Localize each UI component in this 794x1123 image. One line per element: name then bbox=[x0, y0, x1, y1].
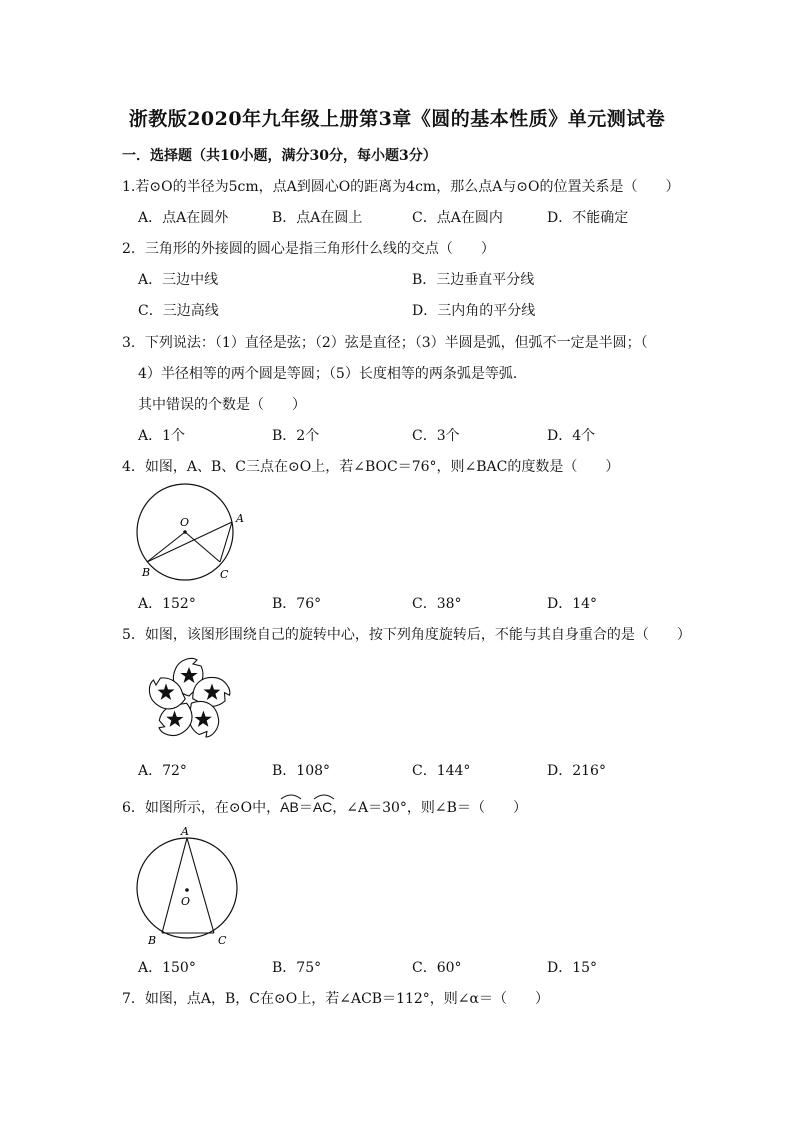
q6-label-a: A bbox=[181, 825, 189, 838]
q6-stem-pre: 6．如图所示，在⊙O中， bbox=[122, 800, 281, 816]
q4-segment-ab bbox=[147, 522, 232, 562]
question-6-figure bbox=[130, 822, 245, 948]
question-7-stem: 7．如图，点A，B，C在⊙O上，若∠ACB＝112°，则∠α＝（ ） bbox=[122, 991, 549, 1007]
question-5-option-c[interactable]: C．144° bbox=[412, 763, 471, 779]
question-3-stem-line-1: 3．下列说法：（1）直径是弦；（2）弦是直径；（3）半圆是弧，但弧不一定是半圆；（ bbox=[122, 335, 648, 351]
q6-segment-ab bbox=[162, 838, 187, 933]
question-3-stem-line-3: 其中错误的个数是（ ） bbox=[138, 397, 306, 413]
q4-segment-oc bbox=[185, 532, 220, 562]
question-6-option-a[interactable]: A．150° bbox=[138, 960, 196, 976]
q4-label-a: A bbox=[236, 512, 244, 525]
question-2-option-b[interactable]: B．三边垂直平分线 bbox=[412, 272, 535, 288]
question-4-option-b[interactable]: B．76° bbox=[272, 596, 322, 612]
q6-label-b: B bbox=[148, 934, 157, 947]
question-3-stem-line-2: 4）半径相等的两个圆是等圆；（5）长度相等的两条弧是等弧． bbox=[138, 366, 527, 382]
question-2-option-d[interactable]: D．三内角的平分线 bbox=[412, 303, 536, 319]
q4-label-b: B bbox=[142, 566, 151, 579]
q6-stem-post: ，∠A＝30°，则∠B＝（ ） bbox=[332, 800, 527, 816]
question-5-option-a[interactable]: A．72° bbox=[138, 763, 187, 779]
q4-label-o: O bbox=[180, 516, 190, 529]
q4-center-dot bbox=[183, 530, 187, 534]
q6-arc-ac-label: AC bbox=[312, 799, 333, 815]
q6-arc-ac bbox=[313, 796, 332, 815]
question-3-option-d[interactable]: D．4个 bbox=[547, 428, 596, 444]
question-1-stem: 1.若⊙O的半径为5cm，点A到圆心O的距离为4cm，那么点A与⊙O的位置关系是（ ） bbox=[122, 179, 680, 195]
question-2-option-c[interactable]: C．三边高线 bbox=[138, 303, 219, 319]
question-4-option-a[interactable]: A．152° bbox=[138, 596, 196, 612]
q6-arc-ab-label: AB bbox=[280, 799, 299, 815]
q6-circle bbox=[137, 838, 237, 938]
question-1-option-d[interactable]: D．不能确定 bbox=[547, 210, 629, 226]
page-title: 浙教版2020年九年级上册第3章《圆的基本性质》单元测试卷 bbox=[128, 108, 666, 130]
question-6-stem bbox=[122, 796, 527, 817]
question-5-pinwheel-figure bbox=[134, 650, 244, 750]
question-3-option-b[interactable]: B．2个 bbox=[272, 428, 320, 444]
q6-segment-ac bbox=[187, 838, 214, 933]
q4-label-c: C bbox=[220, 568, 229, 581]
question-4-option-c[interactable]: C．38° bbox=[412, 596, 462, 612]
question-2-option-a[interactable]: A．三边中线 bbox=[138, 272, 219, 288]
question-5-stem: 5．如图，该图形围绕自己的旋转中心，按下列角度旋转后，不能与其自身重合的是（ ） bbox=[122, 627, 691, 643]
question-4-option-d[interactable]: D．14° bbox=[547, 596, 598, 612]
question-1-option-a[interactable]: A．点A在圆外 bbox=[138, 210, 229, 226]
question-1-option-b[interactable]: B．点A在圆上 bbox=[272, 210, 363, 226]
question-6-option-c[interactable]: C．60° bbox=[412, 960, 462, 976]
q6-arc-ab bbox=[280, 796, 299, 815]
q6-equals: ＝ bbox=[298, 800, 313, 816]
question-4-figure bbox=[130, 482, 255, 586]
question-1-option-c[interactable]: C．点A在圆内 bbox=[412, 210, 503, 226]
question-6-option-b[interactable]: B．75° bbox=[272, 960, 322, 976]
q6-label-c: C bbox=[218, 934, 227, 947]
question-3-option-a[interactable]: A．1个 bbox=[138, 428, 186, 444]
question-3-option-c[interactable]: C．3个 bbox=[412, 428, 460, 444]
question-4-stem: 4．如图，A、B、C三点在⊙O上，若∠BOC＝76°，则∠BAC的度数是（ ） bbox=[122, 459, 620, 475]
question-5-option-d[interactable]: D．216° bbox=[547, 763, 606, 779]
section-heading: 一．选择题（共10小题，满分30分，每小题3分） bbox=[122, 148, 437, 164]
question-5-option-b[interactable]: B．108° bbox=[272, 763, 331, 779]
question-2-stem: 2．三角形的外接圆的圆心是指三角形什么线的交点（ ） bbox=[122, 241, 495, 257]
question-6-option-d[interactable]: D．15° bbox=[547, 960, 598, 976]
q6-label-o: O bbox=[181, 895, 191, 908]
q6-center-dot bbox=[185, 888, 189, 892]
